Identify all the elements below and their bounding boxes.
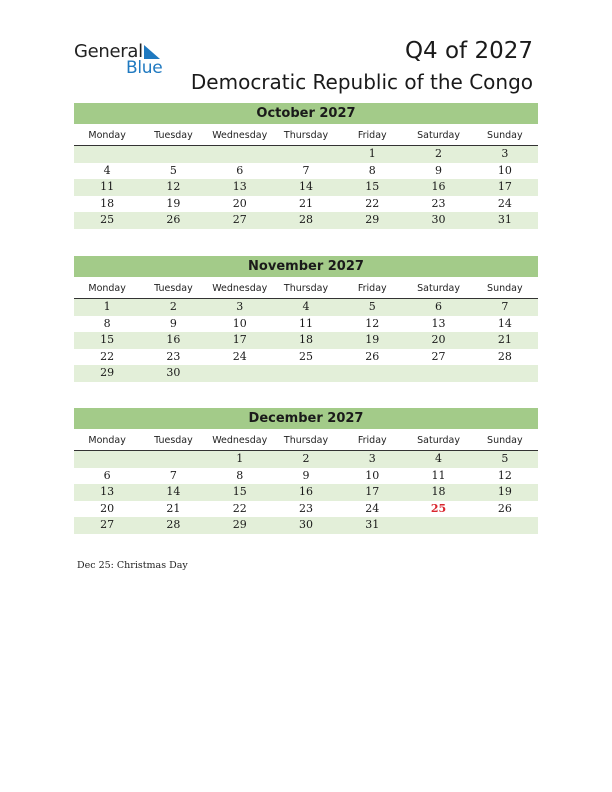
empty-day-cell <box>74 451 140 468</box>
day-cell: 23 <box>431 196 446 210</box>
day-cell: 18 <box>431 485 446 498</box>
day-cell: 13 <box>100 485 115 498</box>
day-cell: 16 <box>298 485 313 498</box>
day-cell: 7 <box>501 300 509 313</box>
week-row <box>74 451 538 468</box>
month-november <box>74 256 538 382</box>
empty-day-cell <box>140 451 206 468</box>
day-cell: 14 <box>298 180 313 193</box>
day-cell: 7 <box>169 468 177 482</box>
day-cell: 19 <box>166 196 181 210</box>
day-cell: 15 <box>365 180 380 193</box>
day-cell: 6 <box>103 468 111 482</box>
day-cell: 4 <box>103 163 111 177</box>
day-cell: 22 <box>365 196 380 210</box>
day-cell: 9 <box>435 163 443 177</box>
empty-day-cell <box>140 146 206 163</box>
weekday-label: Sunday <box>487 130 523 141</box>
day-cell: 6 <box>236 163 244 177</box>
day-cell: 25 <box>298 349 313 363</box>
day-cell: 15 <box>100 333 115 346</box>
week-row <box>74 212 538 229</box>
day-cell: 10 <box>497 163 512 177</box>
empty-day-cell <box>273 365 339 382</box>
day-cell: 13 <box>232 180 247 193</box>
day-cell: 3 <box>501 147 509 160</box>
empty-day-cell <box>207 365 273 382</box>
weekday-label: Tuesday <box>154 435 193 446</box>
weekday-label: Tuesday <box>154 130 193 141</box>
day-cell: 12 <box>166 180 181 193</box>
day-cell: 8 <box>103 316 111 330</box>
weekday-label: Friday <box>357 130 387 141</box>
weekday-header-row <box>74 280 538 299</box>
day-cell: 16 <box>431 180 446 193</box>
weekday-label: Thursday <box>283 435 329 446</box>
day-cell: 3 <box>236 300 244 313</box>
day-cell: 30 <box>298 518 313 531</box>
weekday-label: Wednesday <box>212 435 268 446</box>
day-cell: 27 <box>232 213 247 226</box>
day-cell: 12 <box>365 316 380 330</box>
day-cell: 11 <box>298 316 313 330</box>
country-title: Democratic Republic of the Congo <box>190 70 533 94</box>
day-cell: 17 <box>232 333 247 346</box>
day-cell: 18 <box>100 196 115 210</box>
day-cell: 11 <box>431 468 446 482</box>
day-cell: 11 <box>100 180 115 193</box>
empty-day-cell <box>339 365 405 382</box>
day-cell: 10 <box>232 316 247 330</box>
day-cell: 22 <box>100 349 115 363</box>
day-cell: 3 <box>368 452 376 465</box>
day-cell: 24 <box>497 196 512 210</box>
day-cell: 19 <box>497 485 512 498</box>
weekday-label: Monday <box>88 435 126 446</box>
logo-text-blue: Blue <box>126 58 163 78</box>
day-cell: 22 <box>232 501 247 515</box>
day-cell: 28 <box>298 213 313 226</box>
day-cell: 1 <box>368 147 376 160</box>
generalblue-logo <box>74 41 184 81</box>
empty-day-cell <box>472 517 538 534</box>
month-december <box>74 408 538 534</box>
day-cell: 24 <box>232 349 247 363</box>
week-row <box>74 299 538 316</box>
day-cell: 26 <box>166 213 181 226</box>
day-cell: 30 <box>431 213 446 226</box>
weekday-label: Monday <box>88 130 126 141</box>
weekday-label: Friday <box>357 435 387 446</box>
day-cell: 24 <box>365 501 380 515</box>
week-row <box>74 146 538 163</box>
weekday-label: Sunday <box>487 435 523 446</box>
day-cell: 21 <box>298 196 313 210</box>
day-cell: 31 <box>497 213 512 226</box>
weekday-label: Monday <box>88 283 126 294</box>
day-cell: 23 <box>298 501 313 515</box>
day-cell: 5 <box>368 300 376 313</box>
day-cell: 17 <box>365 485 380 498</box>
week-row <box>74 517 538 534</box>
day-cell: 30 <box>166 366 181 379</box>
day-cell: 1 <box>236 452 244 465</box>
day-cell: 31 <box>365 518 380 531</box>
logo-text-general: General <box>74 41 143 62</box>
week-row <box>74 501 538 518</box>
weekday-label: Tuesday <box>154 283 193 294</box>
weekday-header-row <box>74 127 538 146</box>
day-cell: 8 <box>236 468 244 482</box>
day-cell: 26 <box>497 501 512 515</box>
day-cell: 2 <box>302 452 310 465</box>
day-cell: 25 <box>100 213 115 226</box>
day-cell: 16 <box>166 333 181 346</box>
weekday-label: Wednesday <box>212 283 268 294</box>
quarter-title: Q4 of 2027 <box>404 38 533 64</box>
weekday-label: Sunday <box>487 283 523 294</box>
weekday-label: Wednesday <box>212 130 268 141</box>
day-cell: 29 <box>100 366 115 379</box>
day-cell: 10 <box>365 468 380 482</box>
day-cell: 19 <box>365 333 380 346</box>
day-cell: 20 <box>100 501 115 515</box>
month-header: December 2027 <box>74 408 538 429</box>
day-cell: 5 <box>169 163 177 177</box>
weekday-label: Saturday <box>417 283 460 294</box>
week-row <box>74 484 538 501</box>
day-cell: 7 <box>302 163 310 177</box>
day-cell: 6 <box>435 300 443 313</box>
week-row <box>74 332 538 349</box>
empty-day-cell <box>207 146 273 163</box>
day-cell: 13 <box>431 316 446 330</box>
day-cell: 28 <box>497 349 512 363</box>
weekday-header-row <box>74 432 538 451</box>
day-cell: 15 <box>232 485 247 498</box>
weekday-label: Thursday <box>283 130 329 141</box>
weekday-label: Friday <box>357 283 387 294</box>
day-cell: 1 <box>103 300 111 313</box>
empty-day-cell <box>74 146 140 163</box>
week-row <box>74 365 538 382</box>
day-cell: 12 <box>497 468 512 482</box>
day-cell: 18 <box>298 333 313 346</box>
day-cell: 20 <box>431 333 446 346</box>
empty-day-cell <box>472 365 538 382</box>
day-cell: 9 <box>302 468 310 482</box>
holiday-day-cell: 25 <box>430 501 447 515</box>
day-cell: 21 <box>497 333 512 346</box>
weekday-label: Thursday <box>283 283 329 294</box>
day-cell: 14 <box>166 485 181 498</box>
empty-day-cell <box>405 517 471 534</box>
day-cell: 23 <box>166 349 181 363</box>
day-cell: 28 <box>166 518 181 531</box>
weekday-label: Saturday <box>417 130 460 141</box>
day-cell: 5 <box>501 452 509 465</box>
week-row <box>74 179 538 196</box>
week-row <box>74 468 538 485</box>
day-cell: 9 <box>169 316 177 330</box>
empty-day-cell <box>405 365 471 382</box>
month-october <box>74 103 538 229</box>
month-header: November 2027 <box>74 256 538 277</box>
day-cell: 14 <box>497 316 512 330</box>
day-cell: 20 <box>232 196 247 210</box>
day-cell: 27 <box>431 349 446 363</box>
day-cell: 29 <box>365 213 380 226</box>
day-cell: 4 <box>302 300 310 313</box>
day-cell: 27 <box>100 518 115 531</box>
holiday-note: Dec 25: Christmas Day <box>77 560 188 571</box>
week-row <box>74 163 538 180</box>
day-cell: 2 <box>435 147 443 160</box>
empty-day-cell <box>273 146 339 163</box>
weekday-label: Saturday <box>417 435 460 446</box>
week-row <box>74 349 538 366</box>
day-cell: 17 <box>497 180 512 193</box>
week-row <box>74 196 538 213</box>
day-cell: 4 <box>435 452 443 465</box>
month-header: October 2027 <box>74 103 538 124</box>
day-cell: 26 <box>365 349 380 363</box>
day-cell: 21 <box>166 501 181 515</box>
day-cell: 29 <box>232 518 247 531</box>
week-row <box>74 316 538 333</box>
day-cell: 2 <box>169 300 177 313</box>
day-cell: 8 <box>368 163 376 177</box>
